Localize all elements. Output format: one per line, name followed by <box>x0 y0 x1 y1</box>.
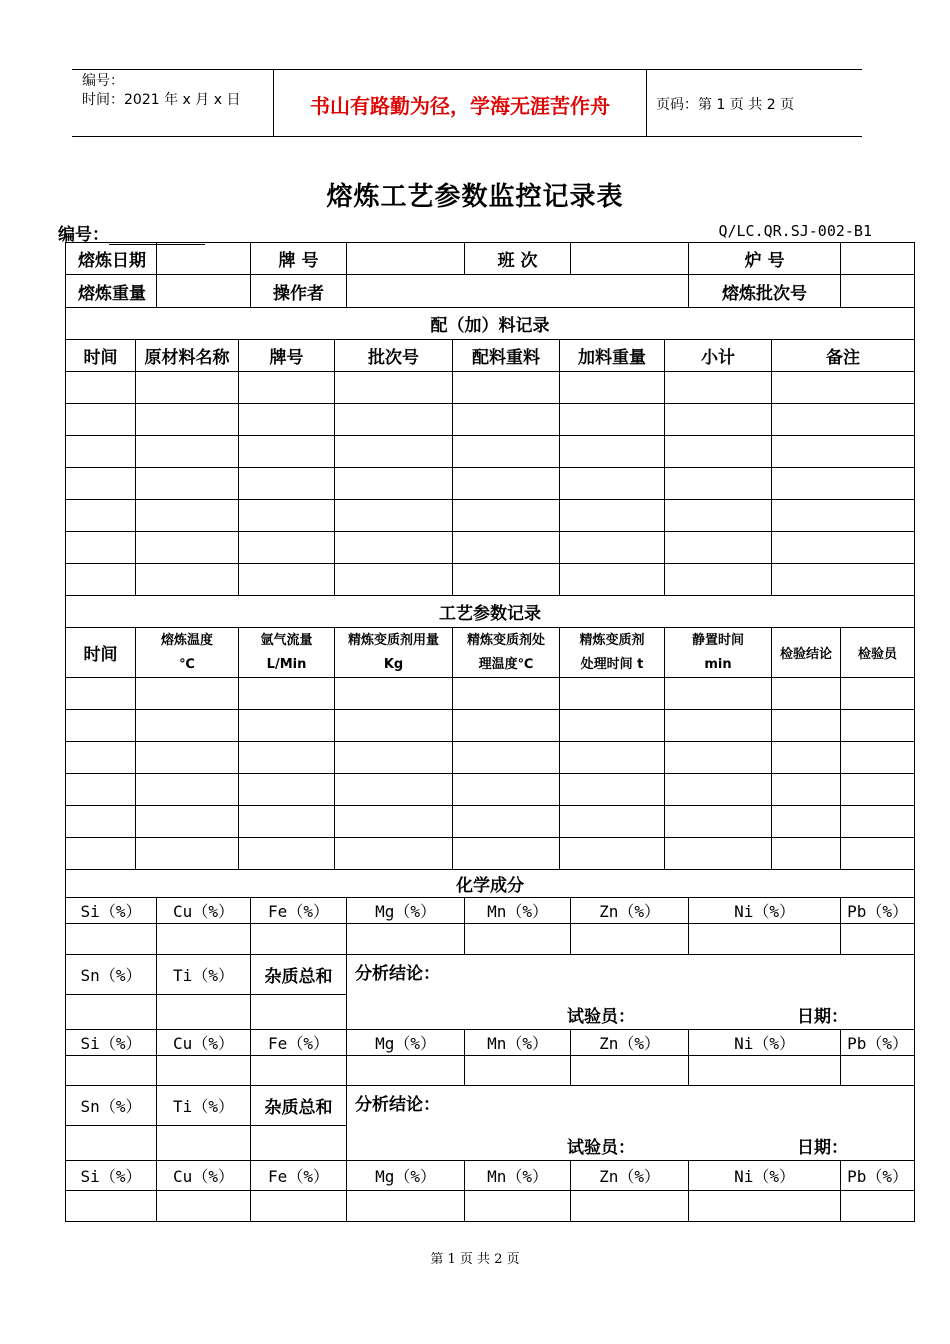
element-header: Pb（%） <box>841 898 915 924</box>
process-header: 精炼变质剂用量 Kg <box>335 628 453 678</box>
entry-cell[interactable] <box>772 372 915 404</box>
entry-cell[interactable] <box>772 500 915 532</box>
entry-cell[interactable] <box>665 838 772 870</box>
entry-cell[interactable] <box>239 436 335 468</box>
entry-cell[interactable] <box>772 678 841 710</box>
entry-cell[interactable] <box>841 1191 915 1222</box>
entry-cell[interactable] <box>465 1056 571 1086</box>
operator-field[interactable] <box>347 275 689 308</box>
entry-cell[interactable] <box>136 404 239 436</box>
entry-cell[interactable] <box>453 806 560 838</box>
element-header: Fe（%） <box>251 1161 347 1191</box>
entry-cell[interactable] <box>66 924 157 955</box>
process-header: 检验结论 <box>772 628 841 678</box>
entry-cell[interactable] <box>453 468 560 500</box>
doc-number-label: 编号： <box>58 225 109 245</box>
batching-header-row <box>66 340 915 372</box>
entry-cell[interactable] <box>665 532 772 564</box>
operator-label: 操作者 <box>251 275 347 308</box>
chemistry-element2-row <box>66 955 915 995</box>
brand-field[interactable] <box>347 243 465 275</box>
section-row <box>66 870 915 898</box>
entry-cell[interactable] <box>453 532 560 564</box>
furnace-label: 炉 号 <box>689 243 841 275</box>
entry-cell[interactable] <box>66 742 136 774</box>
doc-code: Q/LC.QR.SJ-002-B1 <box>718 222 872 240</box>
element-header: 杂质总和 <box>251 955 347 995</box>
entry-cell[interactable] <box>453 404 560 436</box>
element-header: Mn（%） <box>465 898 571 924</box>
entry-cell[interactable] <box>66 564 136 596</box>
entry-cell[interactable] <box>347 924 465 955</box>
entry-cell[interactable] <box>66 774 136 806</box>
entry-cell[interactable] <box>665 710 772 742</box>
entry-cell[interactable] <box>66 1056 157 1086</box>
smelt-weight-field[interactable] <box>157 275 251 308</box>
entry-cell[interactable] <box>841 806 915 838</box>
entry-cell[interactable] <box>665 742 772 774</box>
entry-cell[interactable] <box>560 710 665 742</box>
entry-cell[interactable] <box>453 774 560 806</box>
process-row <box>66 774 915 806</box>
element-header: Si（%） <box>66 1030 157 1056</box>
process-header: 熔炼温度 ℃ <box>136 628 239 678</box>
analysis-conclusion[interactable] <box>347 1086 915 1161</box>
entry-cell[interactable] <box>239 678 335 710</box>
element-header: Mn（%） <box>465 1161 571 1191</box>
entry-cell[interactable] <box>772 742 841 774</box>
entry-cell[interactable] <box>251 1126 347 1161</box>
process-section-title: 工艺参数记录 <box>66 596 915 628</box>
shift-field[interactable] <box>571 243 689 275</box>
entry-cell[interactable] <box>66 995 157 1030</box>
entry-cell[interactable] <box>136 774 239 806</box>
element-header: Mn（%） <box>465 1030 571 1056</box>
batching-header: 备注 <box>772 340 915 372</box>
entry-cell[interactable] <box>239 500 335 532</box>
header-meta <box>82 72 240 110</box>
process-header: 氩气流量 L/Min <box>239 628 335 678</box>
conclusion-label: 分析结论： <box>355 1095 441 1115</box>
element-header: Pb（%） <box>841 1161 915 1191</box>
entry-cell[interactable] <box>335 436 453 468</box>
batching-row <box>66 564 915 596</box>
entry-cell[interactable] <box>571 924 689 955</box>
batching-row <box>66 372 915 404</box>
entry-cell[interactable] <box>335 710 453 742</box>
batching-header: 时间 <box>66 340 136 372</box>
entry-cell[interactable] <box>66 710 136 742</box>
entry-cell[interactable] <box>453 710 560 742</box>
entry-cell[interactable] <box>772 532 915 564</box>
element-header: Zn（%） <box>571 1161 689 1191</box>
entry-cell[interactable] <box>560 436 665 468</box>
entry-cell[interactable] <box>251 924 347 955</box>
batching-section-title: 配（加）料记录 <box>66 308 915 340</box>
entry-cell[interactable] <box>453 742 560 774</box>
entry-cell[interactable] <box>560 806 665 838</box>
entry-cell[interactable] <box>136 436 239 468</box>
entry-cell[interactable] <box>335 678 453 710</box>
element-header: Pb（%） <box>841 1030 915 1056</box>
entry-cell[interactable] <box>251 1191 347 1222</box>
entry-cell[interactable] <box>772 774 841 806</box>
entry-cell[interactable] <box>66 806 136 838</box>
chemistry-value-row <box>66 1191 915 1222</box>
chemistry-element2-row <box>66 1086 915 1126</box>
batching-row <box>66 436 915 468</box>
entry-cell[interactable] <box>841 774 915 806</box>
entry-cell[interactable] <box>453 500 560 532</box>
entry-cell[interactable] <box>772 468 915 500</box>
entry-cell[interactable] <box>772 436 915 468</box>
entry-cell[interactable] <box>689 1191 841 1222</box>
element-header: Ni（%） <box>689 898 841 924</box>
entry-cell[interactable] <box>136 468 239 500</box>
brand-label: 牌 号 <box>251 243 347 275</box>
entry-cell[interactable] <box>66 372 136 404</box>
batching-header: 批次号 <box>335 340 453 372</box>
batching-header: 配料重料 <box>453 340 560 372</box>
element-header: Ni（%） <box>689 1161 841 1191</box>
entry-cell[interactable] <box>335 806 453 838</box>
batching-header: 小计 <box>665 340 772 372</box>
element-header: Zn（%） <box>571 1030 689 1056</box>
header-page-label: 页码：第 1 页 共 2 页 <box>656 97 795 113</box>
entry-cell[interactable] <box>335 838 453 870</box>
process-header: 检验员 <box>841 628 915 678</box>
element-header: Fe（%） <box>251 898 347 924</box>
element-header: Zn（%） <box>571 898 689 924</box>
furnace-field[interactable] <box>841 243 915 275</box>
entry-cell[interactable] <box>66 838 136 870</box>
entry-cell[interactable] <box>157 995 251 1030</box>
entry-cell[interactable] <box>347 1056 465 1086</box>
document-title: 熔炼工艺参数监控记录表 <box>326 182 624 212</box>
entry-cell[interactable] <box>453 436 560 468</box>
process-row <box>66 806 915 838</box>
smelt-date-field[interactable] <box>157 243 251 275</box>
element-header: Ni（%） <box>689 1030 841 1056</box>
element-header: Ti（%） <box>157 1086 251 1126</box>
entry-cell[interactable] <box>335 468 453 500</box>
batching-row <box>66 404 915 436</box>
element-header: Cu（%） <box>157 1030 251 1056</box>
entry-cell[interactable] <box>560 468 665 500</box>
entry-cell[interactable] <box>136 838 239 870</box>
chemistry-value-row <box>66 1056 915 1086</box>
element-header: Sn（%） <box>66 1086 157 1126</box>
entry-cell[interactable] <box>136 500 239 532</box>
entry-cell[interactable] <box>772 806 841 838</box>
entry-cell[interactable] <box>239 564 335 596</box>
smelt-weight-label: 熔炼重量 <box>66 275 157 308</box>
header-number-label: 编号： <box>82 73 124 89</box>
entry-cell[interactable] <box>560 532 665 564</box>
entry-cell[interactable] <box>560 564 665 596</box>
entry-cell[interactable] <box>239 404 335 436</box>
analysis-conclusion[interactable] <box>347 955 915 1030</box>
entry-cell[interactable] <box>841 710 915 742</box>
entry-cell[interactable] <box>136 710 239 742</box>
element-header: Si（%） <box>66 898 157 924</box>
entry-cell[interactable] <box>665 500 772 532</box>
entry-cell[interactable] <box>841 924 915 955</box>
element-header: Mg（%） <box>347 1161 465 1191</box>
entry-cell[interactable] <box>453 678 560 710</box>
entry-cell[interactable] <box>665 436 772 468</box>
entry-cell[interactable] <box>157 1191 251 1222</box>
entry-cell[interactable] <box>66 678 136 710</box>
entry-cell[interactable] <box>772 564 915 596</box>
batching-row <box>66 500 915 532</box>
entry-cell[interactable] <box>239 838 335 870</box>
element-header: Mg（%） <box>347 1030 465 1056</box>
entry-cell[interactable] <box>665 468 772 500</box>
entry-cell[interactable] <box>136 564 239 596</box>
entry-cell[interactable] <box>66 500 136 532</box>
entry-cell[interactable] <box>136 806 239 838</box>
batching-rows <box>66 372 915 596</box>
entry-cell[interactable] <box>560 838 665 870</box>
process-header-row <box>66 628 915 678</box>
entry-cell[interactable] <box>239 468 335 500</box>
info-row <box>66 243 915 275</box>
entry-cell[interactable] <box>335 564 453 596</box>
batching-header: 牌号 <box>239 340 335 372</box>
entry-cell[interactable] <box>665 372 772 404</box>
header-motto: 书山有路勤为径，学海无涯苦作舟 <box>310 94 610 118</box>
tester-label: 试验员： <box>567 1138 636 1158</box>
entry-cell[interactable] <box>571 1056 689 1086</box>
shift-label: 班 次 <box>465 243 571 275</box>
entry-cell[interactable] <box>453 564 560 596</box>
batch-no-label: 熔炼批次号 <box>689 275 841 308</box>
entry-cell[interactable] <box>66 468 136 500</box>
batching-header: 加料重量 <box>560 340 665 372</box>
process-row <box>66 678 915 710</box>
process-row <box>66 838 915 870</box>
entry-cell[interactable] <box>689 1056 841 1086</box>
entry-cell[interactable] <box>841 838 915 870</box>
process-rows <box>66 678 915 870</box>
entry-cell[interactable] <box>239 806 335 838</box>
entry-cell[interactable] <box>251 995 347 1030</box>
process-header: 静置时间 min <box>665 628 772 678</box>
entry-cell[interactable] <box>665 774 772 806</box>
entry-cell[interactable] <box>66 404 136 436</box>
element-header: Cu（%） <box>157 898 251 924</box>
header-divider <box>646 69 647 136</box>
batching-header: 原材料名称 <box>136 340 239 372</box>
batching-row <box>66 468 915 500</box>
entry-cell[interactable] <box>239 372 335 404</box>
header-time-label: 时间：2021 年 x 月 x 日 <box>82 92 241 108</box>
entry-cell[interactable] <box>560 500 665 532</box>
entry-cell[interactable] <box>157 1056 251 1086</box>
entry-cell[interactable] <box>335 774 453 806</box>
entry-cell[interactable] <box>453 838 560 870</box>
header-bottom-rule <box>72 136 862 137</box>
chemistry-element-row <box>66 898 915 924</box>
element-header: Cu（%） <box>157 1161 251 1191</box>
element-header: Sn（%） <box>66 955 157 995</box>
entry-cell[interactable] <box>560 404 665 436</box>
entry-cell[interactable] <box>66 436 136 468</box>
entry-cell[interactable] <box>335 742 453 774</box>
entry-cell[interactable] <box>136 372 239 404</box>
entry-cell[interactable] <box>772 710 841 742</box>
entry-cell[interactable] <box>239 774 335 806</box>
process-row <box>66 710 915 742</box>
entry-cell[interactable] <box>136 742 239 774</box>
process-row <box>66 742 915 774</box>
entry-cell[interactable] <box>136 678 239 710</box>
entry-cell[interactable] <box>251 1056 347 1086</box>
entry-cell[interactable] <box>560 774 665 806</box>
chemistry-element-row <box>66 1030 915 1056</box>
entry-cell[interactable] <box>335 372 453 404</box>
entry-cell[interactable] <box>157 1126 251 1161</box>
element-header: Mg（%） <box>347 898 465 924</box>
entry-cell[interactable] <box>453 372 560 404</box>
batch-no-field[interactable] <box>841 275 915 308</box>
entry-cell[interactable] <box>335 404 453 436</box>
entry-cell[interactable] <box>772 404 915 436</box>
entry-cell[interactable] <box>841 1056 915 1086</box>
entry-cell[interactable] <box>841 742 915 774</box>
record-table <box>65 242 915 1222</box>
entry-cell[interactable] <box>665 678 772 710</box>
entry-cell[interactable] <box>665 564 772 596</box>
entry-cell[interactable] <box>66 1126 157 1161</box>
entry-cell[interactable] <box>465 924 571 955</box>
date-label: 日期： <box>797 1007 849 1027</box>
process-header: 时间 <box>66 628 136 678</box>
entry-cell[interactable] <box>772 838 841 870</box>
entry-cell[interactable] <box>157 924 251 955</box>
entry-cell[interactable] <box>689 924 841 955</box>
entry-cell[interactable] <box>560 742 665 774</box>
chemistry-section-title: 化学成分 <box>66 870 915 898</box>
page-footer: 第 1 页 共 2 页 <box>430 1252 520 1267</box>
tester-label: 试验员： <box>567 1007 636 1027</box>
entry-cell[interactable] <box>560 678 665 710</box>
batching-row <box>66 532 915 564</box>
element-header: Si（%） <box>66 1161 157 1191</box>
entry-cell[interactable] <box>571 1191 689 1222</box>
section-row <box>66 596 915 628</box>
process-header: 精炼变质剂 处理时间 t <box>560 628 665 678</box>
element-header: 杂质总和 <box>251 1086 347 1126</box>
entry-cell[interactable] <box>665 806 772 838</box>
entry-cell[interactable] <box>347 1191 465 1222</box>
element-header: Ti（%） <box>157 955 251 995</box>
process-header: 精炼变质剂处 理温度℃ <box>453 628 560 678</box>
entry-cell[interactable] <box>335 500 453 532</box>
entry-cell[interactable] <box>136 532 239 564</box>
smelt-date-label: 熔炼日期 <box>66 243 157 275</box>
header-top-rule <box>72 69 862 70</box>
entry-cell[interactable] <box>335 532 453 564</box>
entry-cell[interactable] <box>841 678 915 710</box>
chemistry-element-row <box>66 1161 915 1191</box>
conclusion-label: 分析结论： <box>355 964 441 984</box>
chemistry-value-row <box>66 924 915 955</box>
chemistry-rows <box>66 898 915 1222</box>
element-header: Fe（%） <box>251 1030 347 1056</box>
entry-cell[interactable] <box>665 404 772 436</box>
entry-cell[interactable] <box>560 372 665 404</box>
entry-cell[interactable] <box>239 532 335 564</box>
section-row <box>66 308 915 340</box>
entry-cell[interactable] <box>239 710 335 742</box>
info-row <box>66 275 915 308</box>
entry-cell[interactable] <box>66 532 136 564</box>
entry-cell[interactable] <box>239 742 335 774</box>
entry-cell[interactable] <box>465 1191 571 1222</box>
date-label: 日期： <box>797 1138 849 1158</box>
entry-cell[interactable] <box>66 1191 157 1222</box>
